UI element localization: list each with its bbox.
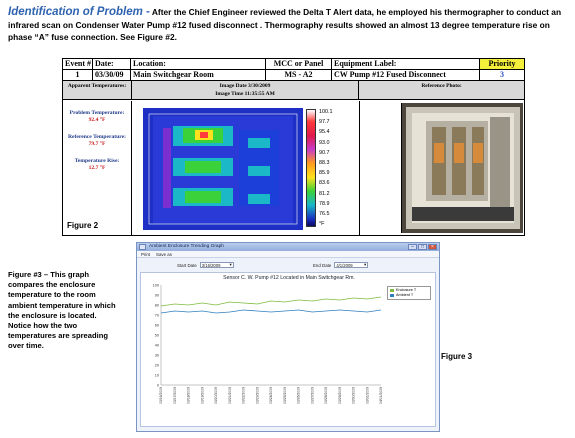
heading-title: Identification of Problem - (8, 6, 150, 18)
scale-tick: 85.9 (319, 170, 330, 177)
thermal-color-scale (306, 109, 316, 227)
figure-3-note: Figure #3 – This graph compares the enclosure temperature to the room ambient temperature in which the enclosure is located. Notice how the two temperatures are spreading over time. (8, 270, 116, 351)
y-tick-label: 0 (156, 383, 159, 388)
x-tick-label: 03/30/2009 (351, 387, 356, 404)
x-tick-label: 03/26/2009 (296, 387, 301, 404)
col-equipment: Equipment Label: (332, 59, 480, 69)
trending-graph-window (136, 242, 440, 432)
x-tick-label: 04/01/2009 (379, 387, 383, 404)
cell-priority: 3 (500, 70, 504, 79)
col-event: Event # (65, 59, 91, 68)
x-tick-label: 03/27/2009 (310, 387, 315, 404)
figure-2-label: Figure 2 (67, 221, 99, 230)
end-date-label: End Date (313, 262, 332, 268)
y-tick-label: 60 (154, 323, 159, 328)
x-tick-label: 03/28/2009 (324, 387, 328, 404)
x-tick-label: 03/31/2009 (365, 387, 370, 404)
window-title: Ambient Enclosure Trending Graph (149, 244, 224, 249)
temp-rise-value: 12.7 °F (88, 165, 106, 171)
window-controls (408, 244, 437, 250)
start-date-picker[interactable]: 3/16/2009 ▾ (200, 262, 234, 268)
x-tick-label: 03/17/2009 (172, 387, 177, 404)
y-tick-label: 10 (154, 373, 159, 378)
scale-tick: 90.7 (319, 149, 330, 156)
image-time: Image Time 11:35:55 AM (215, 91, 275, 97)
minimize-button[interactable]: – (408, 244, 417, 250)
end-date-picker[interactable]: 4/1/2009 ▾ (334, 262, 368, 268)
close-button[interactable]: × (428, 244, 437, 250)
thermal-image-art (143, 108, 303, 230)
y-tick-label: 80 (154, 303, 159, 308)
window-app-icon (139, 244, 146, 250)
start-date-control (177, 262, 234, 268)
temp-rise-label: Temperature Rise: (74, 158, 120, 164)
y-tick-label: 70 (154, 313, 159, 318)
x-tick-label: 03/18/2009 (186, 387, 191, 404)
scale-tick: 100.1 (319, 109, 333, 115)
start-date-label: Start Date (177, 262, 197, 268)
image-date: Image Date 3/30/2009 (219, 83, 271, 89)
thermal-image (143, 108, 303, 230)
enclosure-series-line (161, 297, 381, 306)
figure-3-label: Figure 3 (441, 352, 473, 361)
table-header-row (63, 59, 524, 70)
scale-tick: 81.2 (319, 190, 330, 197)
col-location: Location: (131, 59, 266, 69)
legend-label: Enclosure T (396, 288, 417, 292)
chart-title: Sensor C. W. Pump #12 Located in Main Switchgear Rm. (223, 275, 355, 281)
cell-date: 03/30/09 (93, 70, 131, 80)
reference-photo-label: Reference Photo: (421, 83, 462, 89)
y-tick-label: 90 (154, 293, 159, 298)
legend-label: Ambient T (396, 293, 414, 297)
chart-legend (387, 286, 431, 300)
scale-tick: 78.9 (319, 200, 330, 207)
table-data-row (63, 70, 524, 81)
scale-tick: 93.0 (319, 139, 330, 146)
y-tick-label: 100 (152, 283, 159, 288)
x-tick-label: 03/29/2009 (337, 387, 342, 404)
problem-temp-value: 92.4 °F (88, 117, 106, 123)
problem-temp-label: Problem Temperature: (69, 110, 125, 116)
scale-tick: 83.6 (319, 180, 330, 187)
y-tick-label: 50 (154, 333, 159, 338)
heading-text: After the Chief Engineer reviewed the Delta T Alert data, he employed his thermographer to conduct an infrared scan on Condenser Water Pump #12 fused disconnect . Thermography results showed an almost 13 degree temperature rise on phase “A” fuse connection. See Figure #2. (8, 7, 562, 43)
menu-save-as[interactable]: Save as (156, 252, 172, 257)
x-tick-label: 03/16/2009 (159, 387, 163, 404)
chart-area (140, 272, 436, 427)
y-tick-label: 30 (154, 353, 159, 358)
col-mcc: MCC or Panel (266, 59, 332, 69)
scale-ticks (319, 107, 339, 237)
menu-print[interactable]: Print (141, 252, 151, 257)
reference-temp-value: 79.7 °F (88, 141, 106, 147)
scale-tick: 76.5 (319, 211, 330, 218)
inspection-table (62, 58, 525, 236)
x-tick-label: 03/22/2009 (241, 387, 246, 404)
col-date: Date: (93, 59, 131, 69)
end-date-control (313, 262, 368, 268)
cell-equipment: CW Pump #12 Fused Disconnect (332, 70, 480, 80)
ambient-series-line (161, 310, 381, 313)
maximize-button[interactable]: □ (418, 244, 427, 250)
scale-tick: 95.4 (319, 129, 330, 136)
reference-photo (401, 103, 523, 233)
col-priority: Priority (480, 59, 524, 69)
window-titlebar (137, 243, 439, 251)
section-label-row (63, 81, 524, 100)
x-tick-label: 03/21/2009 (227, 387, 232, 404)
menu-bar (137, 251, 439, 258)
y-tick-label: 20 (154, 363, 159, 368)
problem-heading (8, 6, 568, 44)
legend-item-ambient (390, 293, 428, 298)
scale-unit: °F (319, 221, 325, 228)
column-divider (359, 101, 360, 236)
scale-tick: 88.3 (319, 160, 330, 167)
image-info (132, 81, 359, 99)
x-tick-label: 03/20/2009 (214, 387, 218, 404)
reference-photo-art (402, 103, 523, 233)
cell-location: Main Switchgear Room (131, 70, 266, 80)
cell-event: 1 (63, 70, 93, 80)
x-tick-label: 03/23/2009 (255, 387, 260, 404)
reference-temp-label: Reference Temperature: (67, 134, 127, 140)
temperature-readings (63, 101, 132, 236)
y-tick-label: 40 (154, 343, 159, 348)
x-tick-label: 03/25/2009 (282, 387, 287, 404)
cell-mcc: MS - A2 (266, 70, 332, 80)
x-tick-label: 03/24/2009 (269, 387, 273, 404)
x-tick-label: 03/19/2009 (200, 387, 205, 404)
apparent-temps-label: Apparent Temperatures: (63, 81, 132, 99)
scale-tick: 97.7 (319, 119, 330, 126)
